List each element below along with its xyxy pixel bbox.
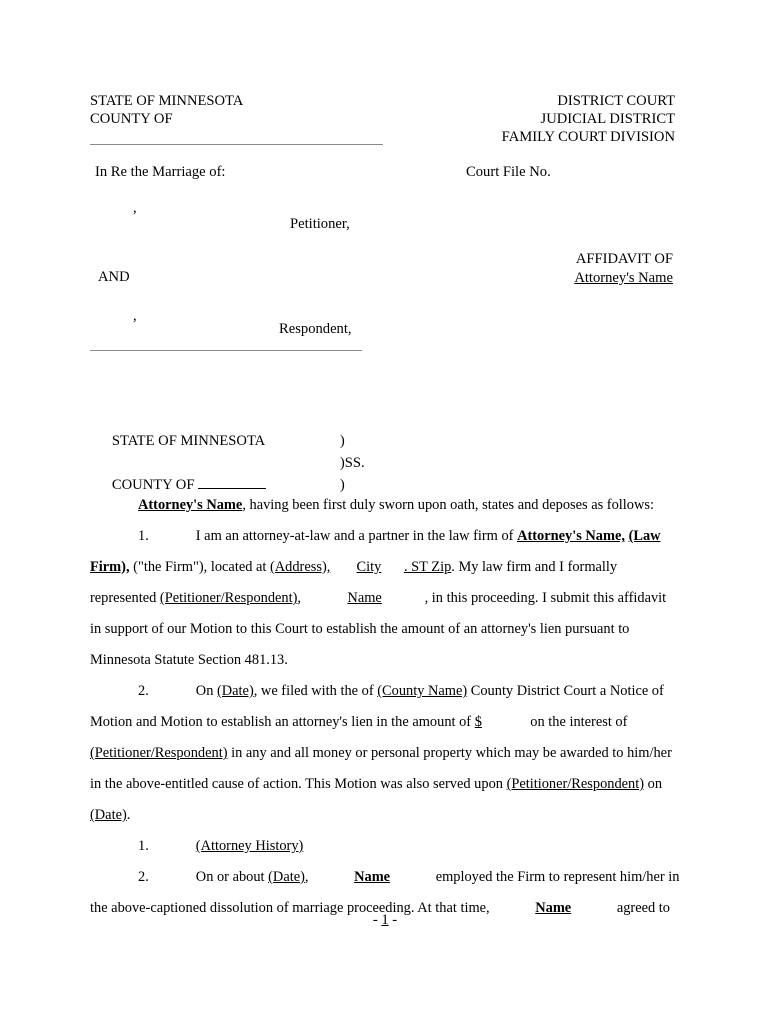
footer-suffix: - <box>392 912 398 928</box>
venue-county-line <box>90 452 365 493</box>
affidavit-title <box>440 250 673 288</box>
p1-text-6: . My law firm and I formally represented <box>90 559 618 606</box>
caption-district-court: DISTRICT COURT <box>557 93 675 109</box>
footer-page-number: 1 <box>381 912 389 928</box>
caption-bottom-rule <box>90 350 362 351</box>
p4-name-blank-2[interactable]: Name <box>535 900 572 916</box>
venue-county-paren: ) <box>339 477 345 493</box>
p2-party-1: (Petitioner/Respondent) <box>90 745 228 761</box>
p2-party-2: (Petitioner/Respondent) <box>506 776 645 792</box>
caption-row-1 <box>90 92 675 110</box>
venue-county-blank[interactable] <box>198 475 266 489</box>
p1-text-8: , in this proceeding. I submit this affidavit in support of our Motion to this Court to establish the amount of an attorney's lien pursuant to Minnesota Statute Section 481.13. <box>90 590 667 668</box>
p1-firm-attorney: Attorney's Name, <box>517 528 625 544</box>
respondent-name-comma: , <box>133 308 137 324</box>
caption-county: COUNTY OF <box>90 111 173 127</box>
paragraph-4-number: 2. <box>138 869 149 885</box>
p4-date: (Date) <box>268 869 305 885</box>
paragraph-2 <box>90 676 680 831</box>
paragraph-1 <box>90 521 680 676</box>
p2-text-1: On <box>195 683 217 699</box>
affiant-name: Attorney's Name <box>138 497 243 513</box>
p1-client-name-blank[interactable]: Name <box>347 590 382 606</box>
p2-text-6: on <box>644 776 663 792</box>
affidavit-title-line1: AFFIDAVIT OF <box>575 251 673 267</box>
p2-text-7: . <box>126 807 131 823</box>
p1-text-1: I am an attorney-at-law and a partner in the law firm of <box>195 528 518 544</box>
p4-text-2: , <box>304 869 313 885</box>
caption-top-rule <box>90 144 383 145</box>
p3-attorney-history-heading: (Attorney History) <box>195 838 304 854</box>
respondent-label: Respondent, <box>279 321 352 337</box>
p4-text-4: agreed to <box>613 900 670 916</box>
p2-date-1: (Date) <box>216 683 254 699</box>
p1-city-blank[interactable]: City <box>356 559 382 575</box>
paragraph-2-number: 2. <box>138 683 149 699</box>
p2-amount-blank[interactable]: $ <box>474 714 482 730</box>
paragraph-3 <box>90 831 680 862</box>
p4-name-blank-1[interactable]: Name <box>354 869 391 885</box>
venue-ss-line <box>90 430 365 471</box>
page-footer <box>0 912 770 929</box>
intro-paragraph <box>90 490 680 521</box>
petitioner-name-comma: , <box>133 200 137 216</box>
court-file-no-label: Court File No. <box>466 164 551 180</box>
p2-date-2: (Date) <box>90 807 127 823</box>
venue-ss-paren: )SS. <box>339 455 365 471</box>
paragraph-3-number: 1. <box>138 838 149 854</box>
caption-judicial-district: JUDICIAL DISTRICT <box>540 111 675 127</box>
p4-text-3: employed the Firm to represent him/her in the above-captioned dissolution of marriage proceeding. At that time, <box>90 869 680 916</box>
venue-state-line <box>90 408 365 449</box>
p2-text-2: , we filed with the of <box>253 683 378 699</box>
p4-text-1: On or about <box>195 869 269 885</box>
caption-row-2 <box>90 110 675 128</box>
p1-state-zip: . ST Zip <box>403 559 452 575</box>
affidavit-title-line2: Attorney's Name <box>574 270 673 286</box>
p1-address-placeholder: (Address), <box>269 559 331 575</box>
footer-prefix: - <box>372 912 378 928</box>
petitioner-label: Petitioner, <box>290 216 350 232</box>
and-connector: AND <box>98 269 130 285</box>
venue-county-label: COUNTY OF <box>111 477 195 493</box>
affidavit-body <box>90 490 680 924</box>
p2-text-5: in any and all money or personal property which may be awarded to him/her in the above-entitled cause of action. This Motion was also served upon <box>90 745 672 792</box>
p2-text-3: County District Court a Notice of Motion and Motion to establish an attorney's lien in the amount of <box>90 683 664 730</box>
case-caption-header <box>90 92 675 146</box>
p1-party-placeholder: (Petitioner/Respondent) <box>159 590 298 606</box>
venue-block <box>90 408 365 493</box>
paragraph-1-number: 1. <box>138 528 149 544</box>
caption-family-court-division: FAMILY COURT DIVISION <box>501 129 675 145</box>
in-re-line: In Re the Marriage of: <box>95 164 226 180</box>
p2-text-4: on the interest of <box>526 714 628 730</box>
p2-county-name: (County Name) <box>377 683 468 699</box>
venue-state-paren: ) <box>339 433 345 449</box>
caption-state: STATE OF MINNESOTA <box>90 93 244 109</box>
p1-firm-name: (Law Firm), <box>90 528 661 575</box>
intro-text: , having been first duly sworn upon oath, states and deposes as follows: <box>242 497 654 513</box>
p1-text-3: ("the Firm"), located at <box>129 559 270 575</box>
p1-text-7: , <box>297 590 305 606</box>
venue-state-label: STATE OF MINNESOTA <box>111 433 266 449</box>
